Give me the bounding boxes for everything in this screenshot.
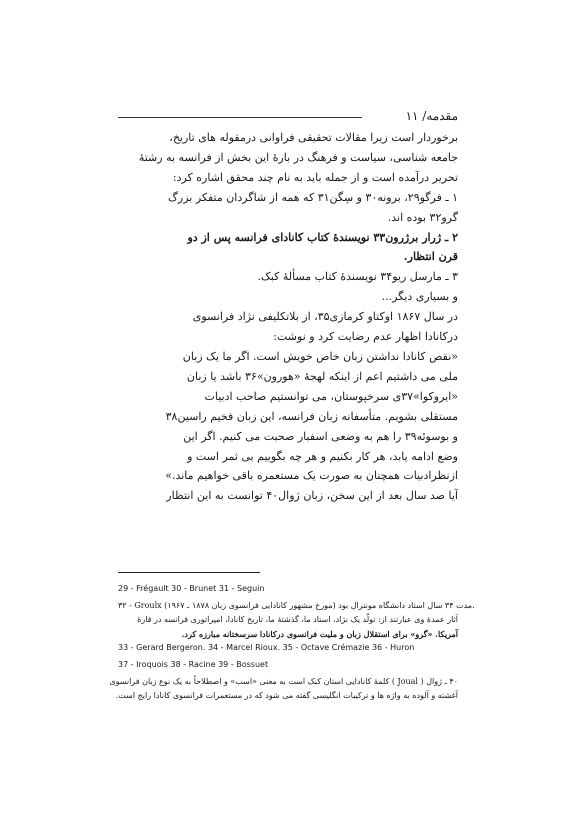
text-line: گرو۳۲ بوده اند.	[387, 210, 458, 224]
footnote-line-latin: 33 - Gerard Bergeron. 34 - Marcel Rioux. 35 - Octave Crémazie 36 - Huron	[118, 643, 415, 652]
text-line: ۱ ـ فرگو۲۹، برونه۳۰ و سِگن۳۱ که همه از شاگردان متفکر بزرگ	[168, 190, 458, 204]
text-line: ملی می داشتیم اعم از اینکه لهجهٔ «هورون»۳۶ باشد یا زبان	[186, 369, 458, 383]
text-line: ۲ ـ ژرار برژرون۳۳ نویسندهٔ کتاب کانادای فرانسه پس از دو	[187, 230, 458, 244]
page-header	[118, 107, 458, 127]
text-line: «ایروکوا»۳۷ی سرخپوستان، می توانستیم صاحب ادبیات	[204, 389, 458, 403]
footnotes	[109, 582, 475, 703]
text-line: برخوردار است زیرا مقالات تحقیقی فراوانی درمقوله های تاریخ،	[169, 131, 458, 144]
text-line: و بسیاری دیگر...	[381, 290, 458, 304]
running-header: مقدمه/ ۱۱	[405, 109, 458, 123]
footnote-32-cont: آمریکا. «گرو» برای استقلال زبان و ملیت فرانسوی درکانادا سرسختانه مبارزه کرد.	[181, 629, 458, 639]
footnote-line-latin: 37 - Iroquois 38 - Racine 39 - Bossuet	[118, 660, 269, 669]
footnote-32: ۳۲ - Groulx (مورخ مشهور کانادایی فرانسوی زبان ۱۸۷۸ ـ ۱۹۶۷) مدت ۳۴ سال استاد دانشگاه مونترال بود.	[118, 601, 475, 610]
footnote-rule	[118, 572, 260, 573]
text-line: مستقلی بشویم. متأسفانه زبان فرانسه، این زبان فخیم راسین۳۸	[165, 409, 458, 423]
footnote-40-cont: آغشته و آلوده به واژه ها و ترکیبات انگلیسی گفته می شود که در مستعمرات فرانسوی کانادا رایج است.	[115, 691, 458, 700]
footnote-40: ۴۰ ـ ژوال ( Joual ) کلمهٔ کانادایی استان کبک است به معنی «اسب» و اصطلاحاً به یک نوع زبان فرانسوی	[109, 677, 458, 686]
footnote-32-cont: آثار عمدهٔ وی عبارتند از: تولّد یک نژاد، استاد ما، گذشتهٔ ما، تاریخ کانادا، امپراتوری فرانسه در قارهٔ	[137, 615, 458, 624]
main-text	[118, 128, 458, 506]
text-line: تحریر درآمده است و از جمله باید به نام چند محقق اشاره کرد:	[172, 170, 458, 184]
text-line: قرن انتظار.	[403, 250, 458, 264]
text-line: «نقص کانادا نداشتن زبان خاص خویش است. اگر ما یک زبان	[182, 349, 458, 363]
text-line: و بوسوئه۳۹ را هم به وضعی اسفبار صحبت می کنیم. اگر این	[183, 429, 458, 443]
text-line: ۳ ـ مارسل ریو۳۴ نویسندهٔ کتاب مسألهٔ کبک.	[257, 270, 458, 284]
text-line: ازنظرادبیات همچنان به صورت یک مستعمره باقی خواهیم ماند.»	[165, 469, 458, 483]
text-line: آیا صد سال بعد از این سخن، زبان ژوال۴۰ توانست به این انتظار	[166, 489, 458, 503]
text-line: جامعه شناسی، سیاست و فرهنگ در بارهٔ این بخش از فرانسه به رشتهٔ	[138, 150, 458, 164]
footnote-line-latin: 29 - Frégault 30 - Brunet 31 - Seguin	[118, 584, 265, 593]
text-line: در سال ۱۸۶۷ اوکتاو کرمازی۳۵، از بلاتکلیفی نژاد فرانسوی	[192, 310, 458, 324]
header-rule	[118, 117, 362, 118]
text-line: وضع ادامه یابد، هر کار بکنیم و هر چه بگوییم بی ثمر است و	[187, 449, 458, 463]
text-line: درکانادا اظهار عدم رضایت کرد و نوشت:	[273, 330, 458, 344]
